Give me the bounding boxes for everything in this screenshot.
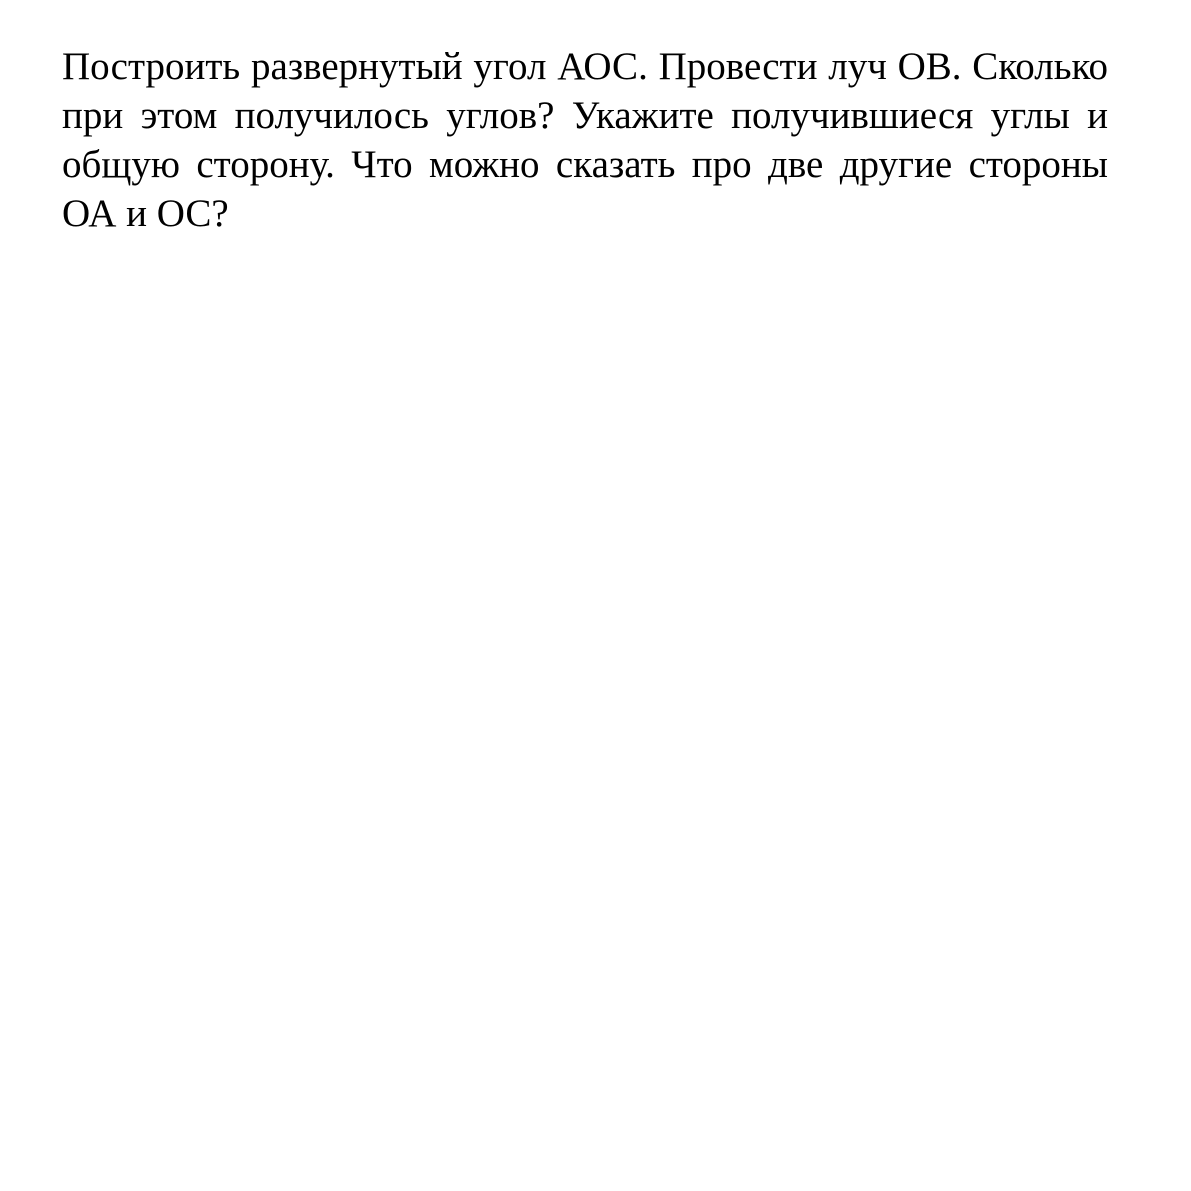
problem-text: Построить развернутый угол АОС. Провести луч ОВ. Сколько при этом получилось углов? Укажите получившиеся углы и общую сторону. Что можно сказать про две другие стороны ОА и ОС? — [62, 45, 1108, 235]
